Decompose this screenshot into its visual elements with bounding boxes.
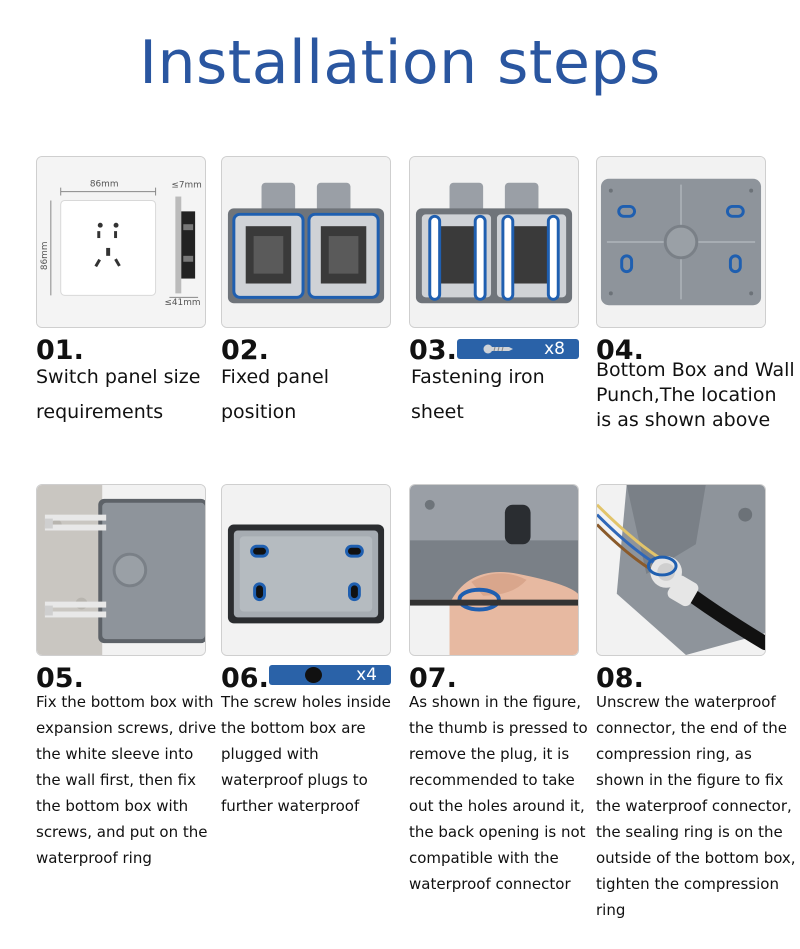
bottom-box-illustration	[597, 157, 765, 327]
step-03-number: 03.	[409, 335, 457, 366]
height-label: 86mm	[39, 241, 50, 271]
step-08-number: 08.	[596, 663, 644, 694]
waterproof-plug-icon	[305, 667, 322, 683]
remove-plug-illustration	[410, 485, 578, 655]
step-02-image	[221, 156, 391, 328]
step-04-caption: Bottom Box and Wall Punch,The location is as shown above	[596, 359, 795, 431]
step-04-number: 04.	[596, 335, 644, 366]
step-08-image	[596, 484, 766, 656]
fastening-iron-sheet-illustration	[410, 157, 578, 327]
depth-bottom-label: ≤41mm	[164, 298, 201, 309]
step-07-image	[409, 484, 579, 656]
step-01-caption: Switch panel size requirements	[36, 366, 201, 423]
step-03-caption: Fastening iron sheet	[411, 366, 545, 423]
step-05-image	[36, 484, 206, 656]
screw-icon	[483, 342, 513, 356]
step-04-image	[596, 156, 766, 328]
plug-count-label: x4	[356, 665, 377, 685]
depth-top-label: ≤7mm	[171, 180, 202, 191]
step-05-number: 05.	[36, 663, 84, 694]
page-title: Installation steps	[139, 28, 661, 98]
switch-panel-dimension-illustration	[37, 157, 205, 327]
step-07-caption: As shown in the figure, the thumb is pressed to remove the plug, it is recommended to take out the holes around it, the back opening is not compatible with the waterproof connector	[409, 693, 588, 893]
step-01-image	[36, 156, 206, 328]
expansion-screw-illustration	[37, 485, 205, 655]
screw-count-label: x8	[544, 339, 565, 359]
step-07-number: 07.	[409, 663, 457, 694]
bottom-box-plugs-illustration	[222, 485, 390, 655]
step-06-number: 06.	[221, 663, 269, 694]
step-03-image	[409, 156, 579, 328]
step-08-caption: Unscrew the waterproof connector, the end of the compression ring, as shown in the figure to fix the waterproof connector, the sealing ring is on the outside of the bottom box, tighten the compression ring	[596, 693, 796, 919]
waterproof-connector-illustration	[597, 485, 765, 655]
step-06-image	[221, 484, 391, 656]
screw-count-badge	[457, 339, 579, 359]
step-02-caption: Fixed panel position	[221, 366, 329, 423]
step-05-caption: Fix the bottom box with expansion screws, drive the white sleeve into the wall first, then fix the bottom box with screws, and put on the waterproof ring	[36, 693, 217, 867]
width-label: 86mm	[89, 179, 119, 190]
step-06-caption: The screw holes inside the bottom box are plugged with waterproof plugs to further waterproof	[221, 693, 391, 815]
fixed-panel-illustration	[222, 157, 390, 327]
step-01-number: 01.	[36, 335, 84, 366]
plug-count-badge	[269, 665, 391, 685]
step-02-number: 02.	[221, 335, 269, 366]
